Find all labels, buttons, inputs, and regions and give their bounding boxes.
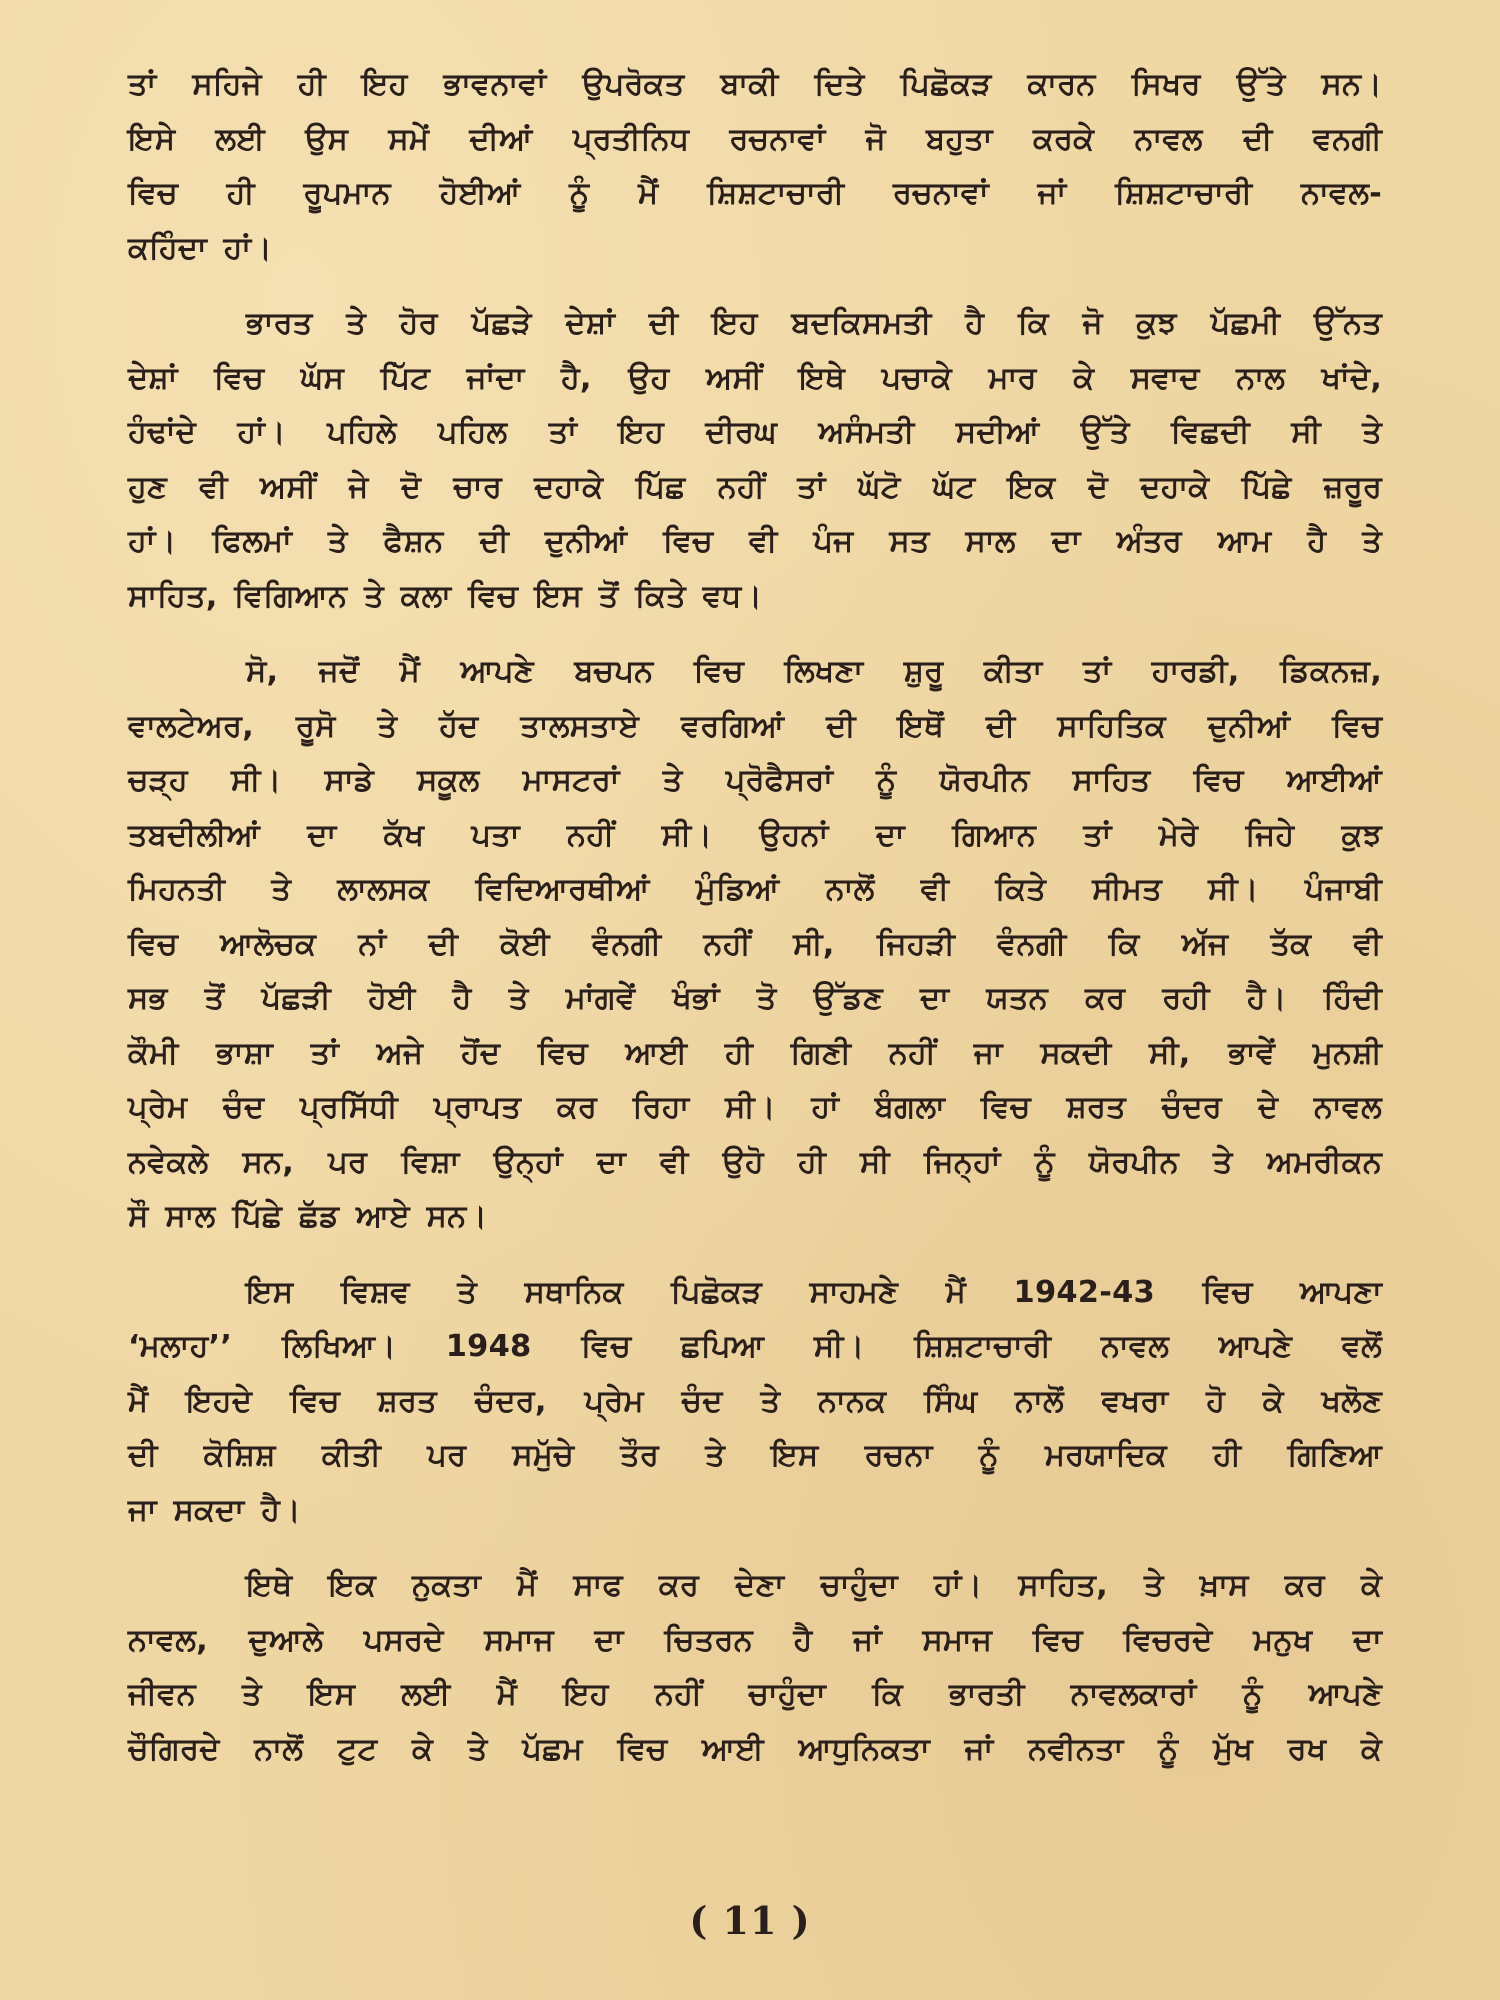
paragraph-3 <box>128 645 1382 1245</box>
paragraph-2 <box>128 297 1382 624</box>
text-line: ਸੌ ਸਾਲ ਪਿੱਛੇ ਛੱਡ ਆਏ ਸਨ। <box>128 1199 488 1234</box>
text-line: ਦੇਸ਼ਾਂ ਵਿਚ ਘੱਸ ਪਿੱਟ ਜਾਂਦਾ ਹੈ, ਉਹ ਅਸੀਂ ਇਥੇ ਪਚਾਕੇ ਮਾਰ ਕੇ ਸਵਾਦ ਨਾਲ ਖਾਂਦੇ, <box>128 360 1382 396</box>
text-line: ਵਿਚ ਹੀ ਰੂਪਮਾਨ ਹੋਈਆਂ ਨੂੰ ਮੈਂ ਸ਼ਿਸ਼ਟਾਚਾਰੀ ਰਚਨਾਵਾਂ ਜਾਂ ਸ਼ਿਸ਼ਟਾਚਾਰੀ ਨਾਵਲ- <box>128 176 1382 211</box>
text-line: ਚੜ੍ਹ ਸੀ। ਸਾਡੇ ਸਕੂਲ ਮਾਸਟਰਾਂ ਤੇ ਪ੍ਰੋਫੈਸਰਾਂ ਨੂੰ ਯੋਰਪੀਨ ਸਾਹਿਤ ਵਿਚ ਆਈਆਂ <box>128 763 1382 798</box>
text-line: ਕੌਮੀ ਭਾਸ਼ਾ ਤਾਂ ਅਜੇ ਹੋਂਦ ਵਿਚ ਆਈ ਹੀ ਗਿਣੀ ਨਹੀਂ ਜਾ ਸਕਦੀ ਸੀ, ਭਾਵੇਂ ਮੁਨਸ਼ੀ <box>128 1035 1382 1071</box>
text-line: ਸਭ ਤੋਂ ਪੱਛੜੀ ਹੋਈ ਹੈ ਤੇ ਮਾਂਗਵੇਂ ਖੰਭਾਂ ਤੋ ਉੱਡਣ ਦਾ ਯਤਨ ਕਰ ਰਹੀ ਹੈ। ਹਿੰਦੀ <box>128 981 1382 1016</box>
text-line: ਕਹਿੰਦਾ ਹਾਂ। <box>128 230 272 266</box>
body-text <box>128 58 1382 1777</box>
page-number: ( 11 ) <box>689 1898 811 1943</box>
text-line: ਇਸੇ ਲਈ ਉਸ ਸਮੇਂ ਦੀਆਂ ਪ੍ਰਤੀਨਿਧ ਰਚਨਾਵਾਂ ਜੋ ਬਹੁਤਾ ਕਰਕੇ ਨਾਵਲ ਦੀ ਵਨਗੀ <box>128 121 1382 157</box>
text-line: ਚੌਗਿਰਦੇ ਨਾਲੋਂ ਟੁਟ ਕੇ ਤੇ ਪੱਛਮ ਵਿਚ ਆਈ ਆਧੁਨਿਕਤਾ ਜਾਂ ਨਵੀਨਤਾ ਨੂੰ ਮੁੱਖ ਰਖ ਕੇ <box>128 1731 1382 1767</box>
text-line: ਇਸ ਵਿਸ਼ਵ ਤੇ ਸਥਾਨਿਕ ਪਿਛੋਕੜ ਸਾਹਮਣੇ ਮੈਂ 1942-43 ਵਿਚ ਆਪਣਾ <box>246 1274 1382 1310</box>
text-line: ‘ਮਲਾਹ’’ ਲਿਖਿਆ। 1948 ਵਿਚ ਛਪਿਆ ਸੀ। ਸ਼ਿਸ਼ਟਾਚਾਰੀ ਨਾਵਲ ਆਪਣੇ ਵਲੋਂ <box>128 1329 1382 1364</box>
text-line: ਨਾਵਲ, ਦੁਆਲੇ ਪਸਰਦੇ ਸਮਾਜ ਦਾ ਚਿਤਰਨ ਹੈ ਜਾਂ ਸਮਾਜ ਵਿਚ ਵਿਚਰਦੇ ਮਨੁਖ ਦਾ <box>128 1622 1382 1658</box>
paragraph-1 <box>128 58 1382 276</box>
text-line: ਦੀ ਕੋਸ਼ਿਸ਼ ਕੀਤੀ ਪਰ ਸਮੁੱਚੇ ਤੌਰ ਤੇ ਇਸ ਰਚਨਾ ਨੂੰ ਮਰਯਾਦਿਕ ਹੀ ਗਿਣਿਆ <box>128 1438 1382 1473</box>
text-line: ਸਾਹਿਤ, ਵਿਗਿਆਨ ਤੇ ਕਲਾ ਵਿਚ ਇਸ ਤੋਂ ਕਿਤੇ ਵਧ। <box>128 578 763 614</box>
paragraph-5 <box>128 1559 1382 1777</box>
text-line: ਮੈਂ ਇਹਦੇ ਵਿਚ ਸ਼ਰਤ ਚੰਦਰ, ਪ੍ਰੇਮ ਚੰਦ ਤੇ ਨਾਨਕ ਸਿੰਘ ਨਾਲੋਂ ਵਖਰਾ ਹੋ ਕੇ ਖਲੋਣ <box>128 1383 1382 1419</box>
text-line: ਪ੍ਰੇਮ ਚੰਦ ਪ੍ਰਸਿੱਧੀ ਪ੍ਰਾਪਤ ਕਰ ਰਿਹਾ ਸੀ। ਹਾਂ ਬੰਗਲਾ ਵਿਚ ਸ਼ਰਤ ਚੰਦਰ ਦੇ ਨਾਵਲ <box>128 1090 1382 1125</box>
paragraph-4 <box>128 1266 1382 1539</box>
text-line: ਹਾਂ। ਫਿਲਮਾਂ ਤੇ ਫੈਸ਼ਨ ਦੀ ਦੁਨੀਆਂ ਵਿਚ ਵੀ ਪੰਜ ਸਤ ਸਾਲ ਦਾ ਅੰਤਰ ਆਮ ਹੈ ਤੇ <box>128 524 1382 559</box>
text-line: ਵਾਲਟੇਅਰ, ਰੂਸੋ ਤੇ ਹੱਦ ਤਾਲਸਤਾਏ ਵਰਗਿਆਂ ਦੀ ਇਥੋਂ ਦੀ ਸਾਹਿਤਿਕ ਦੁਨੀਆਂ ਵਿਚ <box>128 708 1382 744</box>
text-line: ਜਾ ਸਕਦਾ ਹੈ। <box>128 1492 301 1528</box>
text-line: ਨਵੇਕਲੇ ਸਨ, ਪਰ ਵਿਸ਼ਾ ਉਨ੍ਹਾਂ ਦਾ ਵੀ ਉਹੋ ਹੀ ਸੀ ਜਿਨ੍ਹਾਂ ਨੂੰ ਯੋਰਪੀਨ ਤੇ ਅਮਰੀਕਨ <box>128 1144 1382 1180</box>
text-line: ਤਬਦੀਲੀਆਂ ਦਾ ਕੱਖ ਪਤਾ ਨਹੀਂ ਸੀ। ਉਹਨਾਂ ਦਾ ਗਿਆਨ ਤਾਂ ਮੇਰੇ ਜਿਹੇ ਕੁਝ <box>128 817 1382 853</box>
text-line: ਹੰਢਾਂਦੇ ਹਾਂ। ਪਹਿਲੇ ਪਹਿਲ ਤਾਂ ਇਹ ਦੀਰਘ ਅਸੰਮਤੀ ਸਦੀਆਂ ਉੱਤੇ ਵਿਛਦੀ ਸੀ ਤੇ <box>128 415 1382 450</box>
text-line: ਸੋ, ਜਦੋਂ ਮੈਂ ਆਪਣੇ ਬਚਪਨ ਵਿਚ ਲਿਖਣਾ ਸ਼ੁਰੂ ਕੀਤਾ ਤਾਂ ਹਾਰਡੀ, ਡਿਕਨਜ਼, <box>246 654 1382 689</box>
text-line: ਇਥੇ ਇਕ ਨੁਕਤਾ ਮੈਂ ਸਾਫ ਕਰ ਦੇਣਾ ਚਾਹੁੰਦਾ ਹਾਂ। ਸਾਹਿਤ, ਤੇ ਖ਼ਾਸ ਕਰ ਕੇ <box>246 1568 1382 1603</box>
text-line: ਹੁਣ ਵੀ ਅਸੀਂ ਜੇ ਦੋ ਚਾਰ ਦਹਾਕੇ ਪਿੱਛ ਨਹੀਂ ਤਾਂ ਘੱਟੋ ਘੱਟ ਇਕ ਦੋ ਦਹਾਕੇ ਪਿੱਛੇ ਜ਼ਰੂਰ <box>128 469 1382 505</box>
text-line: ਜੀਵਨ ਤੇ ਇਸ ਲਈ ਮੈਂ ਇਹ ਨਹੀਂ ਚਾਹੁੰਦਾ ਕਿ ਭਾਰਤੀ ਨਾਵਲਕਾਰਾਂ ਨੂੰ ਆਪਣੇ <box>128 1677 1382 1712</box>
text-line: ਵਿਚ ਆਲੋਚਕ ਨਾਂ ਦੀ ਕੋਈ ਵੰਨਗੀ ਨਹੀਂ ਸੀ, ਜਿਹੜੀ ਵੰਨਗੀ ਕਿ ਅੱਜ ਤੱਕ ਵੀ <box>128 926 1382 962</box>
text-line: ਤਾਂ ਸਹਿਜੇ ਹੀ ਇਹ ਭਾਵਨਾਵਾਂ ਉਪਰੋਕਤ ਬਾਕੀ ਦਿਤੇ ਪਿਛੋਕੜ ਕਾਰਨ ਸਿਖਰ ਉੱਤੇ ਸਨ। <box>128 67 1382 102</box>
text-line: ਭਾਰਤ ਤੇ ਹੋਰ ਪੱਛੜੇ ਦੇਸ਼ਾਂ ਦੀ ਇਹ ਬਦਕਿਸਮਤੀ ਹੈ ਕਿ ਜੋ ਕੁਝ ਪੱਛਮੀ ਉੱਨਤ <box>246 306 1382 341</box>
text-line: ਮਿਹਨਤੀ ਤੇ ਲਾਲਸਕ ਵਿਦਿਆਰਥੀਆਂ ਮੁੰਡਿਆਂ ਨਾਲੋਂ ਵੀ ਕਿਤੇ ਸੀਮਤ ਸੀ। ਪੰਜਾਬੀ <box>128 872 1382 907</box>
